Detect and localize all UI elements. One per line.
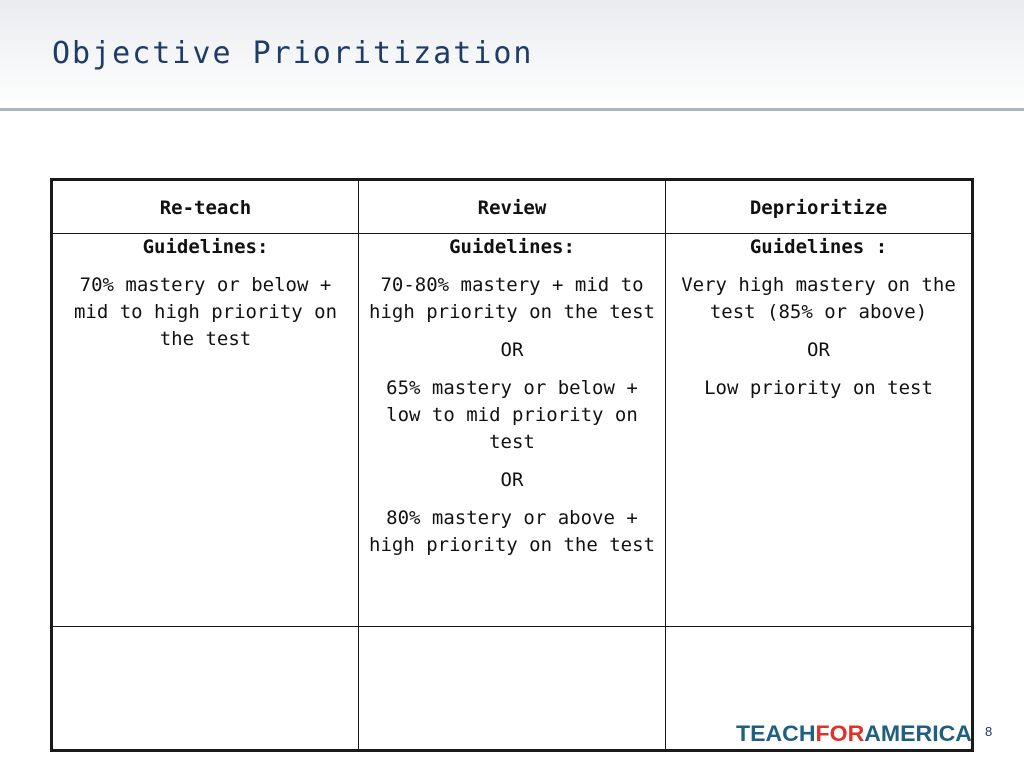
slide-title: Objective Prioritization [52,36,534,71]
or-separator: OR [500,339,524,361]
header-review: Review [359,180,666,234]
logo-text-america: AMERICA [864,721,967,745]
page-number: 8 [985,724,993,739]
guideline-text: 80% mastery or above + high priority on the test [369,507,655,556]
logo-text-teach: TEACH [736,721,812,745]
guidelines-label: Guidelines: [142,236,269,258]
guideline-text: 70-80% mastery + mid to high priority on the test [369,274,655,323]
empty-cell [52,627,359,751]
header-row [52,180,973,234]
svg-text:TEACHFORAMERICA [736,721,972,745]
deprioritize-cell [666,234,973,627]
review-cell [359,234,666,627]
logo-text-for: FOR [815,721,862,745]
header-reteach: Re-teach [52,180,359,234]
empty-cell [359,627,666,751]
guidelines-label: Guidelines : [749,236,888,258]
header-deprioritize: Deprioritize [666,180,973,234]
guideline-text: Low priority on test [704,377,933,399]
reteach-cell [52,234,359,627]
guideline-text: 70% mastery or below + mid to high priority on the test [73,274,338,350]
guidelines-row [52,234,973,627]
teach-for-america-logo [736,721,972,745]
title-divider [0,108,1024,111]
prioritization-table [50,178,974,752]
guideline-text: 65% mastery or below + low to mid priority on test [386,377,638,453]
or-separator: OR [500,469,524,491]
guideline-text: Very high mastery on the test (85% or above) [681,274,956,323]
or-separator: OR [807,339,830,361]
guidelines-label: Guidelines: [449,236,575,258]
